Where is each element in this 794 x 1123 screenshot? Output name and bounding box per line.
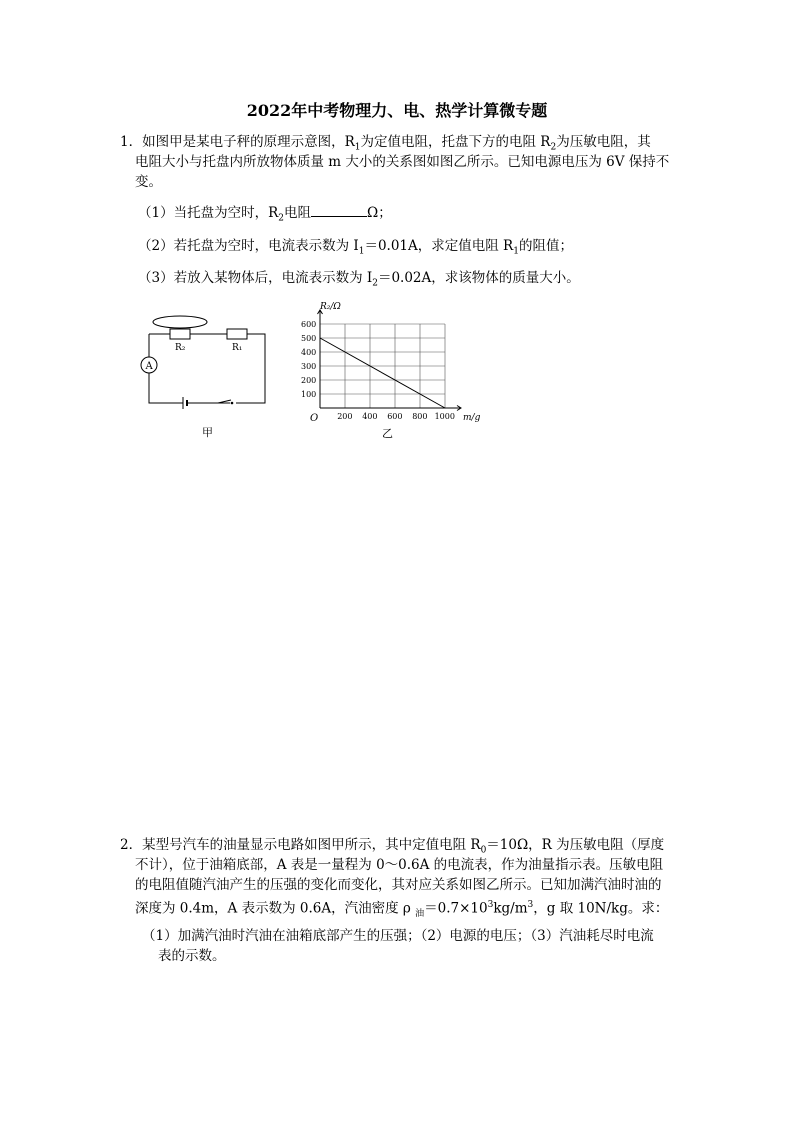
q2-sub1: （1）加满汽油时汽油在油箱底部产生的压强；（2）电源的电压；（3）汽油耗尽时电流 (142, 928, 654, 944)
q1-sub1: （1）当托盘为空时，$R_2$电阻 Ω； (138, 205, 392, 224)
graph-caption: 乙 (382, 427, 393, 440)
q1-sub3: （3）若放入某物体后，电流表示数为 $I_2=0.02A$，求该物体的质量大小。 (138, 270, 580, 289)
r2-label: R₂ (175, 343, 186, 353)
x-tick-label: 1000 (434, 412, 455, 421)
graph-series-line (320, 338, 445, 408)
q1-number: 1． (120, 134, 143, 150)
graph-xlabel: m/g (463, 413, 481, 423)
x-tick-label: 400 (362, 412, 378, 421)
r2-resistor (170, 329, 190, 339)
x-tick-label: 800 (412, 412, 428, 421)
graph (300, 295, 485, 445)
answer-blank[interactable] (311, 203, 367, 217)
graph-axes (318, 310, 462, 411)
q2-line1: 2．某型号汽车的油量显示电路如图甲所示，其中定值电阻 $R_0=10\Omega$，R 为压敏电阻（厚度 (120, 837, 665, 856)
q1-line1: 1．如图甲是某电子秤的原理示意图，$R_1$为定值电阻，托盘下方的电阻 $R_2$为压敏电阻，其 (120, 134, 651, 153)
y-tick-label: 400 (301, 348, 317, 357)
circuit-caption: 甲 (202, 426, 213, 439)
circuit-wire (149, 334, 265, 403)
q2-line3: 的电阻值随汽油产生的压强的变化而变化，其对应关系如图乙所示。已知加满汽油时油的 (135, 877, 662, 893)
q2-line2: 不计），位于油箱底部，A 表是一量程为 0～0.6A 的电流表，作为油量指示表。压敏电阻 (135, 857, 664, 873)
r1-label: R₁ (232, 343, 243, 353)
q2-sub2: 表的示数。 (158, 948, 226, 964)
x-tick-label: 600 (387, 412, 403, 421)
q2-number: 2． (120, 837, 143, 853)
graph-ylabel: R₂/Ω (320, 302, 341, 312)
y-tick-label: 200 (301, 376, 317, 385)
circuit-diagram (135, 310, 280, 445)
y-tick-label: 100 (301, 390, 317, 399)
q1-line3: 变。 (135, 174, 162, 190)
y-tick-label: 600 (301, 320, 317, 329)
y-tick-label: 300 (301, 362, 317, 371)
ammeter-label: A (145, 361, 153, 372)
q1-sub2: （2）若托盘为空时，电流表示数为 $I_1=0.01A$，求定值电阻 $R_1$的阻值； (138, 238, 573, 257)
switch-contact (231, 402, 234, 405)
r1-resistor (227, 329, 247, 339)
x-tick-label: 200 (337, 412, 353, 421)
y-tick-label: 500 (301, 334, 317, 343)
graph-origin: O (310, 413, 319, 424)
tray-ellipse (153, 316, 207, 328)
q1-line2: 电阻大小与托盘内所放物体质量 m 大小的关系图如图乙所示。已知电源电压为 6V 保持不 (135, 154, 670, 170)
q2-line4: 深度为 0.4m，A 表示数为 0.6A，汽油密度 ρ $_油=0.7\times 10^3kg/m^3$，g 取 10N/kg。求： (135, 900, 669, 920)
page-title: 2022年中考物理力、电、热学计算微专题 (246, 101, 548, 120)
